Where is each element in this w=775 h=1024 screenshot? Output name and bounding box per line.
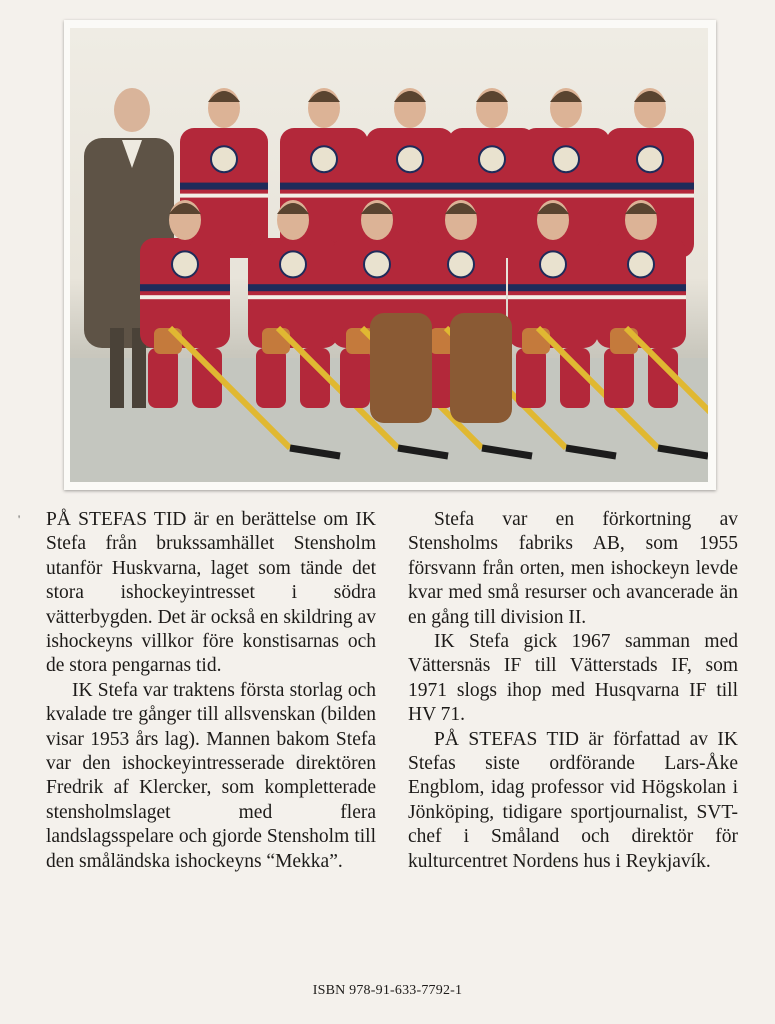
right-paragraph-2: IK Stefa gick 1967 samman med Vättersnäs IF till Vätterstads IF, som 1971 slogs ihop med Husqvarna IF till HV 71. [408, 631, 738, 726]
front-player-5-leg [516, 348, 546, 408]
right-text-column [408, 508, 738, 874]
team-photo-frame [64, 20, 716, 490]
front-player-1-leg [148, 348, 178, 408]
right-paragraph-1: Stefa var en förkortning av Stensholms fabriks AB, som 1955 försvann från orten, men ishockeyn levde kvar med små resurser och avancerade än en gång till division II. [408, 509, 738, 628]
back-player-6-stripe [606, 183, 694, 190]
back-player-6-stripe-white [606, 194, 694, 198]
back-player-1-stripe-white [180, 194, 268, 198]
front-player-3-stripe [332, 284, 422, 291]
front-player-5-stripe-white [508, 295, 598, 299]
front-player-1-crest [172, 251, 198, 277]
front-player-6-stripe-white [596, 295, 686, 299]
front-player-2-stripe [248, 284, 338, 291]
back-player-1-stripe [180, 183, 268, 190]
back-player-1-hair [208, 91, 240, 102]
front-player-6-leg [604, 348, 634, 408]
front-player-5-stripe [508, 284, 598, 291]
back-player-2-hair [308, 91, 340, 102]
back-player-5-stripe-white [522, 194, 610, 198]
back-player-2-stripe [280, 183, 368, 190]
back-player-5-stripe [522, 183, 610, 190]
front-player-2-stripe-white [248, 295, 338, 299]
front-player-4-stripe-white [416, 295, 506, 299]
front-player-6-stripe [596, 284, 686, 291]
front-player-4-crest [448, 251, 474, 277]
goalie-pad-right [450, 313, 512, 423]
back-player-3-stripe-white [366, 194, 454, 198]
suited-man-head [114, 88, 150, 132]
right-paragraph-3: PÅ STEFAS TID är författad av IK Stefas siste ordförande Lars-Åke Engblom, idag professor vid Högskolan i Jönköping, tidigare sportjournalist, SVT-chef i Småland och direktör för kulturcentret Nordens hus i Reykjavík. [408, 728, 738, 872]
suited-man-leg [110, 328, 124, 408]
back-player-4-hair [476, 91, 508, 102]
back-player-6-crest [637, 146, 663, 172]
front-player-2-crest [280, 251, 306, 277]
isbn-number: ISBN 978-91-633-7792-1 [312, 983, 463, 998]
front-player-1-stripe [140, 284, 230, 291]
front-player-3-crest [364, 251, 390, 277]
back-player-2-stripe-white [280, 194, 368, 198]
back-player-3-stripe [366, 183, 454, 190]
back-player-2-crest [311, 146, 337, 172]
front-player-4-stripe [416, 284, 506, 291]
front-player-2-leg [256, 348, 286, 408]
front-player-6-crest [628, 251, 654, 277]
left-paragraph-2: IK Stefa var traktens första storlag och kvalade tre gånger till allsvenskan (bilden visar 1953 års lag). Mannen bakom Stefa var den ishockeyintresserade direktören Fredrik af Klercker, som kompletterade stensholmslaget med flera landslagsspelare och gjorde Stensholm till den småländska ishockeyns “Mekka”. [46, 679, 376, 872]
back-player-1-crest [211, 146, 237, 172]
back-player-3-crest [397, 146, 423, 172]
front-player-3-leg [340, 348, 370, 408]
back-player-3-hair [394, 91, 426, 102]
front-player-5-crest [540, 251, 566, 277]
front-player-3-stripe-white [332, 295, 422, 299]
margin-mark: ' [18, 512, 21, 526]
back-player-5-hair [550, 91, 582, 102]
team-photo [70, 28, 708, 482]
goalie-pad-left [370, 313, 432, 423]
back-player-5-crest [553, 146, 579, 172]
back-player-4-crest [479, 146, 505, 172]
front-player-1-stripe-white [140, 295, 230, 299]
left-text-column [46, 508, 376, 874]
left-paragraph-1: PÅ STEFAS TID är en berättelse om IK Stefa från brukssamhället Stensholm utanför Huskvarna, laget som tände det stora ishockeyintresset i södra vätterbygden. Det är också en skildring av ishockeyns villkor före konstisarnas och de stora pengarnas tid. [46, 509, 376, 677]
team-photo-illustration [70, 28, 708, 482]
back-player-6-hair [634, 91, 666, 102]
